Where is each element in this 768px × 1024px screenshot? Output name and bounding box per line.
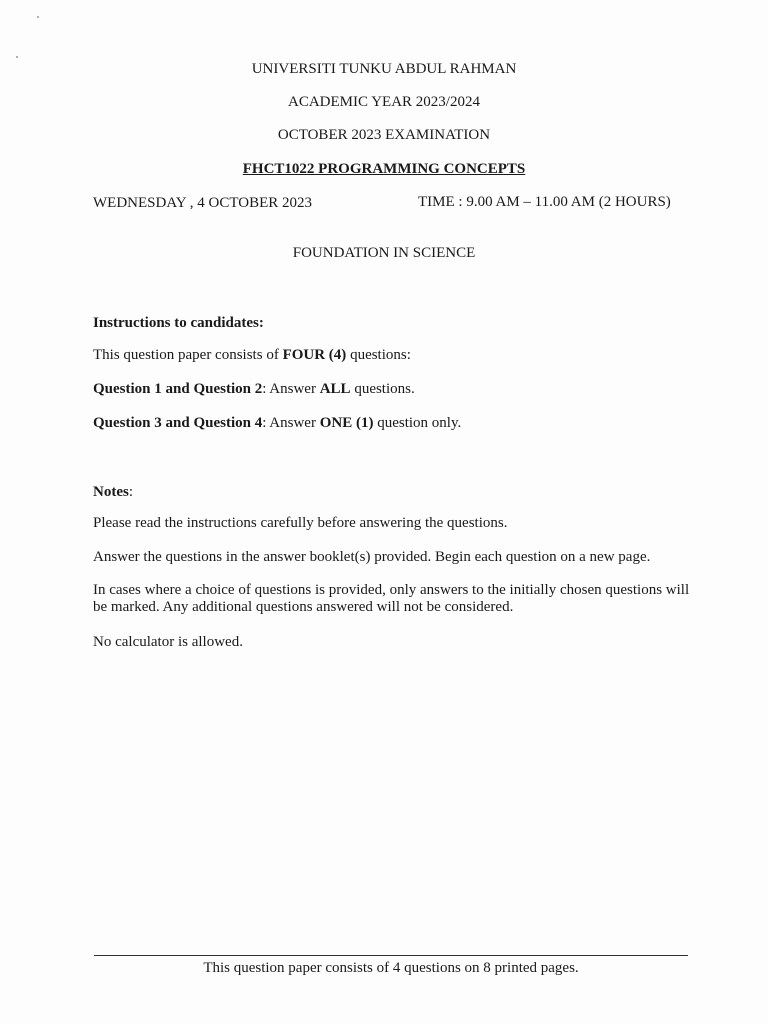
- instruction-emphasis: FOUR (4): [282, 347, 347, 363]
- instruction-q1-q2: [93, 380, 415, 398]
- note-choice-of-questions: In cases where a choice of questions is provided, only answers to the initially chosen questions will be marked. Any additional questions answered will not be considered.: [93, 582, 690, 615]
- course-title: FHCT1022 PROGRAMMING CONCEPTS: [242, 161, 526, 177]
- instruction-emphasis: ONE (1): [319, 415, 374, 431]
- instruction-emphasis: Question 1 and Question 2: [93, 381, 263, 397]
- instructions-heading: Instructions to candidates:: [93, 315, 264, 331]
- scan-speck: [16, 56, 18, 58]
- instruction-emphasis: Question 3 and Question 4: [93, 415, 263, 431]
- instruction-text: question only.: [373, 415, 462, 431]
- note-no-calculator: No calculator is allowed.: [93, 634, 243, 650]
- notes-heading-colon: :: [128, 484, 133, 500]
- note-read-instructions: Please read the instructions carefully before answering the questions.: [93, 515, 508, 531]
- footer-page-count: This question paper consists of 4 questions on 8 printed pages.: [203, 960, 579, 976]
- academic-year: ACADEMIC YEAR 2023/2024: [288, 94, 480, 110]
- footer-divider: [94, 955, 688, 956]
- exam-time: TIME : 9.00 AM – 11.00 AM (2 HOURS): [418, 194, 671, 210]
- exam-session: OCTOBER 2023 EXAMINATION: [277, 127, 491, 143]
- note-answer-booklet: Answer the questions in the answer booklet(s) provided. Begin each question on a new page.: [93, 549, 651, 565]
- scan-speck: [37, 16, 39, 18]
- notes-heading: [93, 483, 133, 501]
- instruction-text: : Answer: [262, 381, 320, 397]
- university-name: UNIVERSITI TUNKU ABDUL RAHMAN: [251, 61, 517, 77]
- instruction-text: This question paper consists of: [93, 347, 283, 363]
- instruction-q3-q4: [93, 414, 461, 432]
- notes-heading-label: Notes: [93, 484, 129, 500]
- instruction-emphasis: ALL: [319, 381, 351, 397]
- instruction-question-count: [93, 346, 411, 364]
- instruction-text: questions:: [346, 347, 411, 363]
- programme-name: FOUNDATION IN SCIENCE: [292, 245, 476, 261]
- exam-date: WEDNESDAY , 4 OCTOBER 2023: [93, 195, 313, 211]
- instruction-text: : Answer: [262, 415, 320, 431]
- instruction-text: questions.: [350, 381, 415, 397]
